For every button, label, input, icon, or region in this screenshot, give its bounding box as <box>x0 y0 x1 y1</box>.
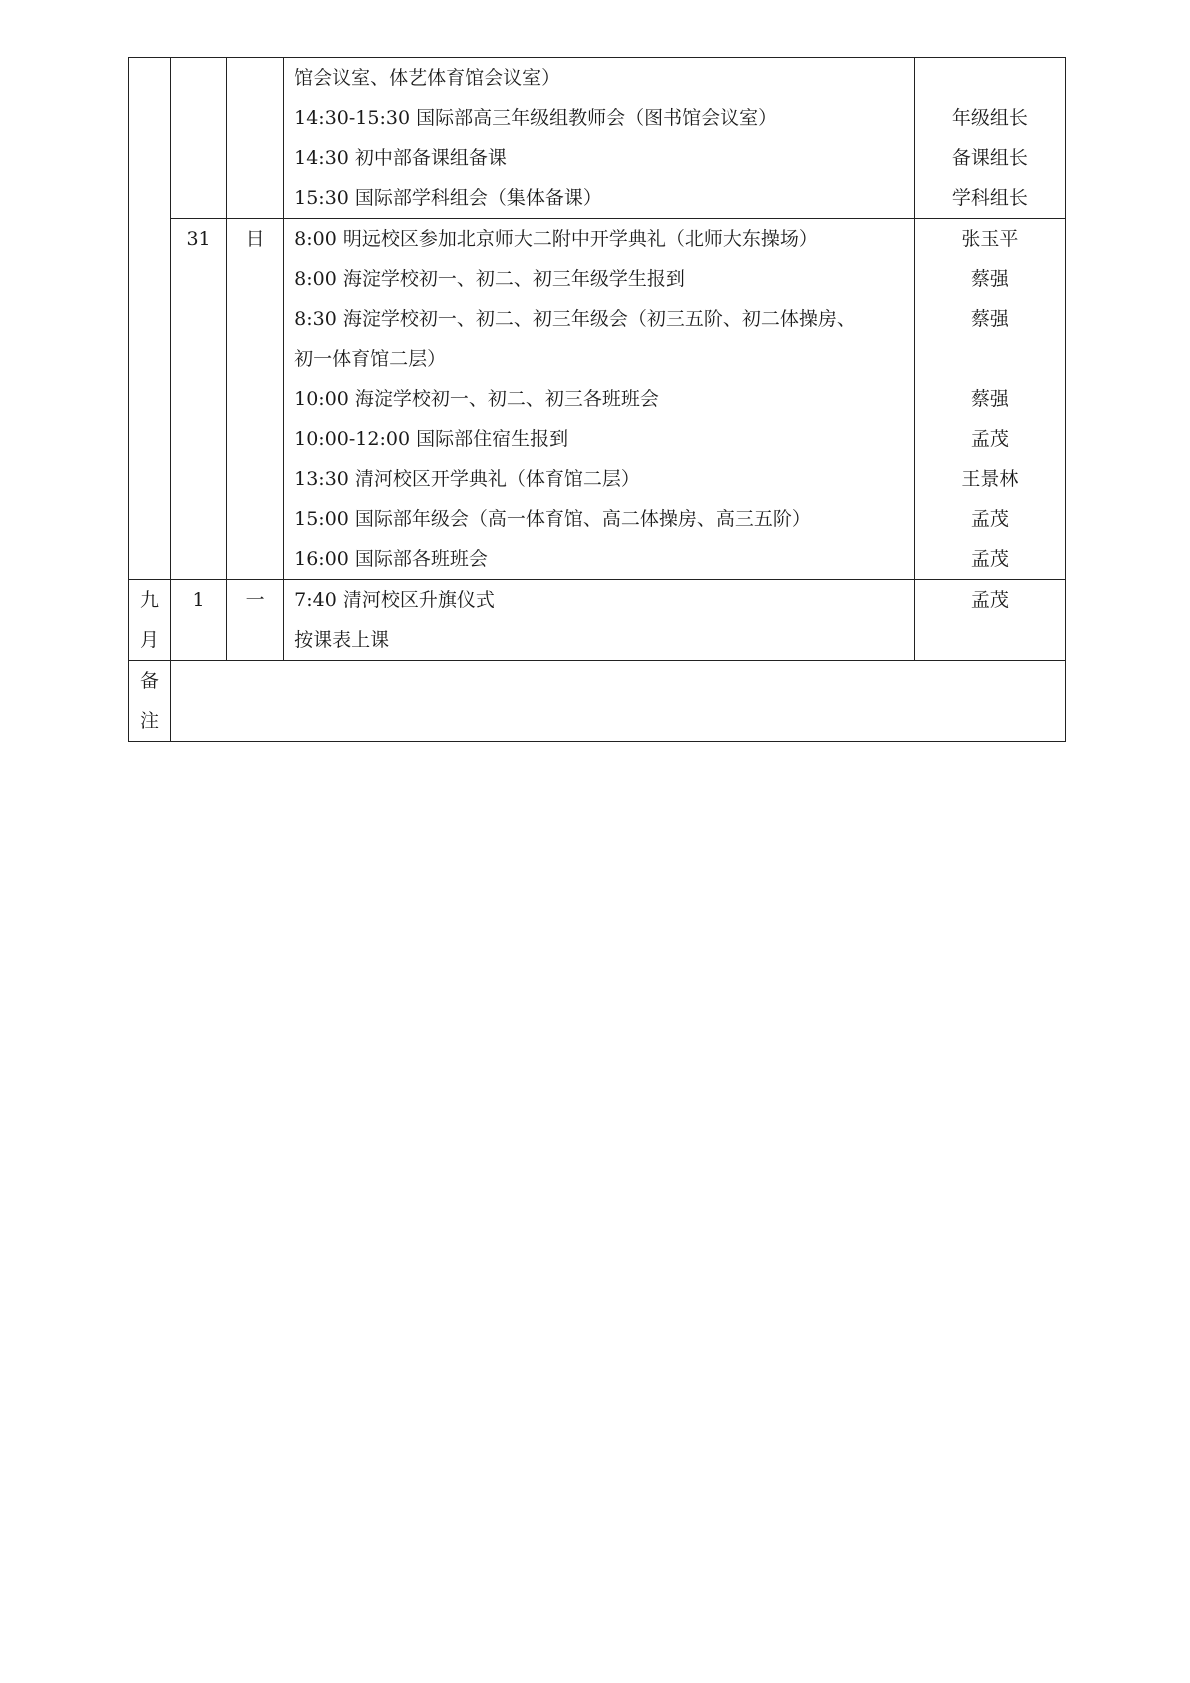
notes-label-char: 注 <box>140 710 160 732</box>
weekday-cell <box>227 58 284 219</box>
person-line: 孟茂 <box>970 589 1009 611</box>
table-row <box>129 58 1066 219</box>
table-row <box>129 219 1066 580</box>
event-line: 13:30 清河校区开学典礼（体育馆二层） <box>294 468 640 490</box>
day-cell: 1 <box>171 580 227 661</box>
persons-cell <box>914 580 1065 661</box>
schedule-table <box>128 57 1066 742</box>
event-line: 15:00 国际部年级会（高一体育馆、高二体操房、高三五阶） <box>294 508 811 530</box>
notes-content <box>171 661 1065 701</box>
person-line <box>915 620 1065 660</box>
month-cell <box>129 58 171 580</box>
event-line: 初一体育馆二层） <box>294 348 447 370</box>
weekday-cell: 日 <box>227 219 284 580</box>
month-cell <box>129 580 171 661</box>
event-line: 按课表上课 <box>294 629 390 651</box>
event-line: 7:40 清河校区升旗仪式 <box>294 589 495 611</box>
events-cell <box>284 219 915 580</box>
day-cell: 31 <box>171 219 227 580</box>
event-line: 10:00 海淀学校初一、初二、初三各班班会 <box>294 388 659 410</box>
person-line: 王景林 <box>961 468 1019 490</box>
person-line: 蔡强 <box>970 388 1009 410</box>
person-line: 蔡强 <box>970 268 1009 290</box>
person-line: 蔡强 <box>970 308 1009 330</box>
day-cell <box>171 58 227 219</box>
notes-content-cell <box>171 661 1066 742</box>
person-line: 张玉平 <box>961 228 1019 250</box>
weekday-cell: 一 <box>227 580 284 661</box>
event-line: 10:00-12:00 国际部住宿生报到 <box>294 428 569 450</box>
person-line: 孟茂 <box>970 508 1009 530</box>
person-line: 学科组长 <box>951 187 1028 209</box>
event-line: 15:30 国际部学科组会（集体备课） <box>294 187 602 209</box>
events-cell <box>284 58 915 219</box>
notes-row <box>129 661 1066 742</box>
event-line: 16:00 国际部各班班会 <box>294 548 488 570</box>
person-line <box>915 339 1065 379</box>
person-line: 孟茂 <box>970 428 1009 450</box>
event-line: 馆会议室、体艺体育馆会议室） <box>294 67 561 89</box>
event-line: 14:30-15:30 国际部高三年级组教师会（图书馆会议室） <box>294 107 778 129</box>
person-line: 孟茂 <box>970 548 1009 570</box>
person-line: 备课组长 <box>951 147 1028 169</box>
persons-cell <box>914 219 1065 580</box>
month-char: 九 <box>140 589 160 611</box>
event-line: 14:30 初中部备课组备课 <box>294 147 507 169</box>
notes-label-char: 备 <box>140 670 160 692</box>
table-row <box>129 580 1066 661</box>
persons-cell <box>914 58 1065 219</box>
events-cell <box>284 580 915 661</box>
notes-label-cell <box>129 661 171 742</box>
person-line: 年级组长 <box>951 107 1028 129</box>
person-line <box>915 58 1065 98</box>
event-line: 8:30 海淀学校初一、初二、初三年级会（初三五阶、初二体操房、 <box>294 308 856 330</box>
month-char: 月 <box>140 629 160 651</box>
event-line: 8:00 海淀学校初一、初二、初三年级学生报到 <box>294 268 685 290</box>
event-line: 8:00 明远校区参加北京师大二附中开学典礼（北师大东操场） <box>294 228 818 250</box>
